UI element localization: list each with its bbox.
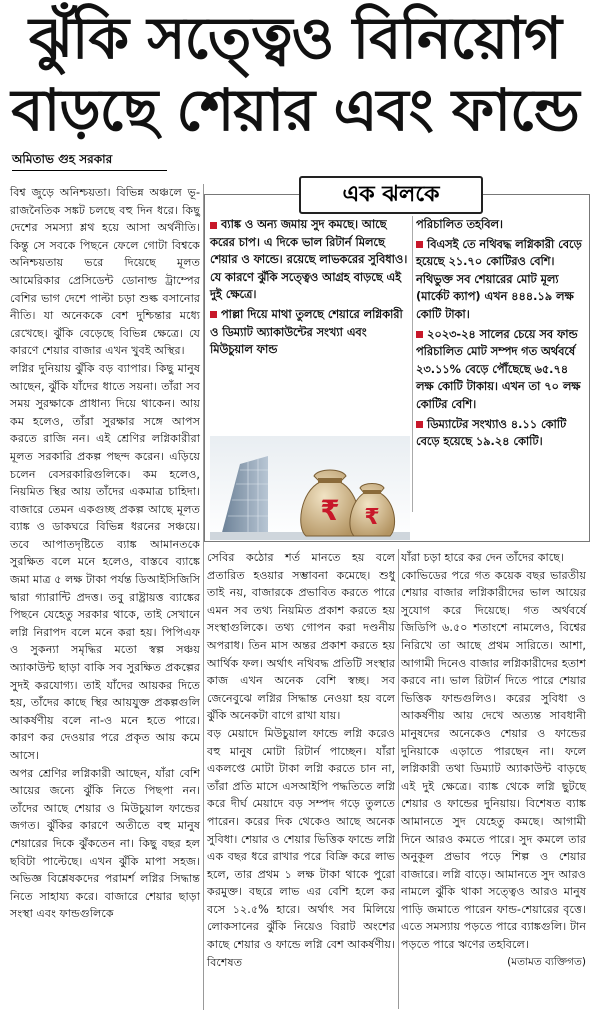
body-column-3 (401, 549, 586, 971)
byline: অমিতাভ গুহ সরকার (12, 152, 113, 166)
paragraph: বিশ্ব জুড়ে অনিশ্চয়তা। বিভিন্ন অঞ্চলে ভূ-রাজনৈতিক সঙ্কট চলছে বহু দিন ধরে। কিছু দেশের সমস্যা শ্লথ হয়ে আসা অর্থনীতি। কিন্তু সে সবকে পিছনে ফেলে গোটা বিশ্বকে অনিশ্চয়তায় ভরে দিয়েছে মূলত আমেরিকার প্রেসিডেন্ট ডোনাল্ড ট্রাম্পের বেশির ভাগ দেশে পাল্টা চড়া শুল্ক বসানোর নীতি। যা অনেককে বেশ দুশ্চিন্তার মধ্যে রেখেছে। ঝুঁকি বেড়েছে বিভিন্ন ক্ষেত্রে। যে কারণে শেয়ার বাজার এখন খুবই অস্থির। (10, 186, 200, 358)
bullet-continuation: পরিচালিত তহবিল। (416, 218, 503, 231)
headline-line-2: বাড়ছে শেয়ার এবং ফান্ডে (11, 76, 579, 144)
opinion-note: (মতামত ব্যক্তিগত) (507, 955, 586, 968)
bullet-text: পাল্লা দিয়ে মাথা তুলছে শেয়ারে লগ্নিকারী ও ডিম্যাট অ্যাকাউন্টের সংখ্যা এবং মিউচুয়াল ফান্ড (210, 307, 403, 357)
bullet-item (416, 416, 586, 451)
box-title-frame (299, 176, 483, 214)
byline-box (12, 148, 167, 171)
bullet-square-icon (416, 241, 423, 248)
body-column-1 (10, 184, 200, 923)
bullet-square-icon (210, 311, 217, 318)
bullet-item (416, 236, 586, 324)
paragraph: বড় মেয়াদে মিউচুয়াল ফান্ডে লগ্নি করেও বহু মানুষ মোটা রিটার্ন পাচ্ছেন। যাঁরা একলপ্তে মোটা টাকা লগ্নি করতে চান না, তাঁরা প্রতি মাসে এসআইপি পদ্ধতিতে লগ্নি করে দীর্ঘ মেয়াদে বড় সম্পদ গড়ে তুলতে পারেন। করের দিক থেকেও আছে অনেক সুবিধা। শেয়ার ও শেয়ার ভিত্তিক ফান্ডে লগ্নি এক বছর ধরে রাখার পরে বিক্রি করে লাভ হলে, তার প্রথম ১ লক্ষ টাকা থাকে পুরো করমুক্ত। বছরে লাভ এর বেশি হলে কর বসে ১২.৫% হারে। অর্থাৎ সব মিলিয়ে লোকসানের ঝুঁকি নিয়েও বিরাট অংশের কাছে শেয়ার ও ফান্ডে লগ্নি বেশ আকর্ষণীয়। বিশেষত (207, 726, 395, 969)
bullet-text: বিএসই তে নথিবদ্ধ লগ্নিকারী বেড়ে হয়েছে ২১.৭০ কোটিরও বেশি। নথিভুক্ত সব শেয়ারের মোট মূল্য (মার্কেট ক্যাপ) এখন ৪৪৪.১৯ লক্ষ কোটি টাকা। (416, 237, 582, 321)
paragraph: লগ্নির দুনিয়ায় ঝুঁকি বড় ব্যাপার। কিছু মানুষ আছেন, ঝুঁকি যাঁদের ধাতে সয়না। তাঁরা সব সময় সুরক্ষাকে প্রাধান্য দিয়ে থাকেন। আয় কম হলেও, তাঁরা সুরক্ষার সঙ্গে আপস করতে রাজি নন। এই শ্রেণির লগ্নিকারীরা মূলত সরকারি প্রকল্প পছন্দ করেন। এড়িয়ে চলেন বেসরকারিগুলিকে। কম হলেও, নিয়মিত স্থির আয় তাঁদের একমাত্র চাহিদা। বাজারে তেমন একগুচ্ছ প্রকল্প আছে মূলত ব্যাঙ্ক ও ডাকঘরে বিভিন্ন ধরনের সঞ্চয়ে। তবে আপাতদৃষ্টিতে ব্যাঙ্ক আমানতকে সুরক্ষিত বলে মনে হলেও, বাস্তবে ব্যাঙ্কে জমা মাত্র ৫ লক্ষ টাকা পর্যন্ত ডিআইসিজিসি দ্বারা গ্যারান্টি প্রদত্ত। তবু রাষ্ট্রায়ত্ত ব্যাঙ্কের পিছনে যেহেতু সরকার থাকে, তাই সেখানে লগ্নি নিরাপদ বলে মনে করা হয়। পিপিএফ ও সুকন্যা সমৃদ্ধির মতো স্বল্প সঞ্চয় অ্যাকাউন্ট ছাড়া বাকি সব সুরক্ষিত প্রকল্পের সুদই করযোগ্য। তাই যাঁদের আয়কর দিতে হয়, তাঁদের কাছে স্থির আয়যুক্ত প্রকল্পগুলি আকর্ষণীয় বলে না-ও মনে হতে পারে। কারণ কর দেওয়ার পরে প্রকৃত আয় কমে আসে। (10, 361, 200, 762)
bullet-text: ২০২৩-২৪ সালের চেয়ে সব ফান্ড পরিচালিত মোট সম্পদ গত অর্থবর্ষে ২৩.১১% বেড়ে পৌঁছেছে ৬৫.৭৪ লক্ষ কোটি টাকায়। এখন তা ৭০ লক্ষ কোটির বেশি। (416, 327, 581, 411)
bullet-square-icon (210, 222, 217, 229)
paragraph: সেবির কঠোর শর্ত মানতে হয় বলে প্রতারিত হওয়ার সম্ভাবনা কমেছে। শুধু তাই নয়, বাজারকে প্রভাবিত করতে পারে এমন সব তথ্য নিয়মিত প্রকাশ করতে হয় সংস্থাগুলিকে। তথ্য গোপন করা দণ্ডনীয় অপরাধ। তিন মাস অন্তর প্রকাশ করতে হয় আর্থিক ফল। অর্থাৎ নথিবদ্ধ প্রতিটি সংস্থার কাজ এখন অনেক বেশি স্বচ্ছ। সব জেনেবুঝে লগ্নির সিদ্ধান্ত নেওয়া হয় বলে ঝুঁকি অনেকটা বাগে রাখা যায়। (207, 551, 395, 723)
bullet-text: ব্যাঙ্ক ও অন্য জমায় সুদ কমছে। আছে করের চাপ। এ দিকে ভাল রিটার্ন মিলছে শেয়ার ও ফান্ডে। রয়েছে লাভকরের সুবিধাও। যে কারণে ঝুঁকি সত্ত্বেও আগ্রহ বাড়ছে এই দুই ক্ষেত্রে। (210, 218, 408, 302)
body-column-2 (207, 549, 395, 971)
bullet-item (210, 306, 408, 359)
paragraph: যাঁরা চড়া হারে কর দেন তাঁদের কাছে। (401, 551, 565, 564)
rupee-symbol: ₹ (320, 494, 340, 527)
box-divider (412, 216, 413, 512)
bullet-square-icon (416, 421, 423, 428)
bullet-item (416, 326, 586, 414)
box-left-column (210, 216, 408, 361)
at-a-glance-box (204, 176, 590, 542)
box-right-column (416, 216, 586, 453)
stock-exchange-money-bags-illustration (210, 436, 410, 540)
bullet-square-icon (416, 331, 423, 338)
bullet-item (210, 216, 408, 304)
headline-line-1: ঝুঁকি সত্ত্বেও বিনিয়োগ (29, 4, 561, 72)
rupee-symbol: ₹ (364, 505, 380, 530)
box-title: এক ঝলকে (342, 182, 440, 207)
bullet-text: ডিম্যাটের সংখ্যাও ৪.১১ কোটি বেড়ে হয়েছে ১৯.২৪ কোটি। (416, 417, 567, 449)
paragraph: অপর শ্রেণির লগ্নিকারী আছেন, যাঁরা বেশি আয়ের জন্যে ঝুঁকি নিতে পিছপা নন। তাঁদের আছে শেয়ার ও মিউচুয়াল ফান্ডের জগত। ঝুঁকির কারণে অতীতে বহু মানুষ শেয়ারের দিকে ঝুঁকতেন না। কিছু বছর হল ছবিটা পাল্টেছে। এখন ঝুঁকি মাপা সহজ। অভিজ্ঞ বিশ্লেষকদের পরামর্শ লগ্নির সিদ্ধান্ত নিতে সাহায্য করে। বাজারে শেয়ার ছাড়া সংস্থা এবং ফান্ডগুলিকে (10, 766, 200, 921)
column-divider (398, 549, 399, 1009)
paragraph: কোভিডের পরে গত কয়েক বছর ভারতীয় শেয়ার বাজার লগ্নিকারীদের ভাল আয়ের সুযোগ করে দিয়েছে। গত অর্থবর্ষে জিডিপি ৬.৫০ শতাংশে নামলেও, বিশ্বের নিরিখে তা আছে প্রথম সারিতে। আশা, আগামী দিনেও বাজার লগ্নিকারীদের হতাশ করবে না। ভাল রিটার্ন দিতে পারে শেয়ার ভিত্তিক ফান্ডগুলিও। করের সুবিধা ও আকর্ষণীয় আয় দেখে অত্যন্ত সাবধানী মানুষদের অনেকেও শেয়ার ও ফান্ডের দুনিয়াকে এড়াতে পারছেন না। ফলে লগ্নিকারী তথা ডিম্যাট অ্যাকাউন্ট বাড়ছে এই দুই ক্ষেত্রে। ব্যাঙ্ক থেকে লগ্নি ছুটছে শেয়ার ও ফান্ডের দুনিয়ায়। বিশেষত ব্যাঙ্ক আমানতে সুদ যেহেতু কমছে। আগামী দিনে আরও কমতে পারে। সুদ কমলে তার অনুকূল প্রভাব পড়ে শিল্প ও শেয়ার বাজারে। লগ্নি বাড়ে। আমানতে সুদ আরও নামলে ঝুঁকি থাকা সত্ত্বেও আরও মানুষ পাড়ি জমাতে পারেন ফান্ড-শেয়ারের বৃত্তে। এতে সমস্যায় পড়তে পারে ব্যাঙ্কগুলি। টান পড়তে পারে ঋণের তহবিলে। (401, 568, 586, 952)
